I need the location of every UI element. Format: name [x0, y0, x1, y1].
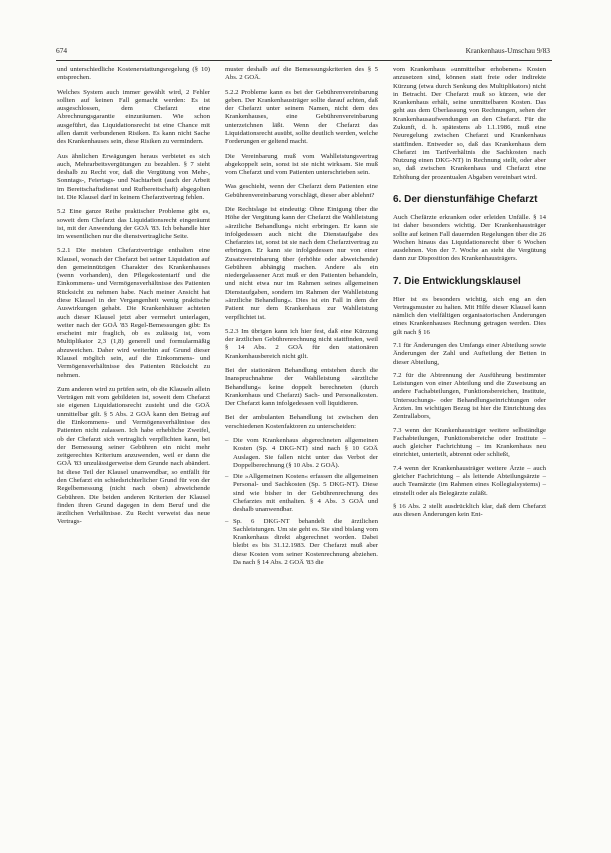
paragraph: Welches System auch immer gewählt wird, 2 Fehler sollten auf keinen Fall gemacht werden: Es ist ausgeschlossen, dem Chefarzt eine Abrechnungsgarantie einzuräumen. Wie schon ausgeführt, das Liquidationsrecht ist eine Chance mit allen damit verbundenen Risiken. Es kann nicht Sache des Krankenhauses sein, diese Risiken zu vermindern.: [57, 88, 210, 146]
list-item: – Die »Allgemeinen Kosten« erfassen die allgemeinen Personal- und Sachkosten (Sp. 5 DKG-NT). Diese sind wie bisher in der Gebührenrechnung des Chefarztes mit enthalten. § 4 Abs. 3 GOÄ und deshalb unanwendbar.: [225, 473, 378, 514]
paragraph: Auch Chefärzte erkranken oder erleiden Unfälle. § 14 ist daher besonders wichtig. Der Krankenhausträger sollte auf keinen Fall dauernden Regelungen über die 26 Wochen hinaus das Liquidationsrecht über 6 Wochen ausdehnen. Von der 7. Woche an steht die Vergütung dann zur Disposition des Krankenhausträgers.: [393, 213, 546, 263]
paragraph: Was geschieht, wenn der Chefarzt dem Patienten eine Gebührenvereinbarung vorschlägt, dieser aber ablehnt?: [225, 183, 378, 199]
paragraph: Zum anderen wird zu prüfen sein, ob die Klauseln allein Verträgen mit vom gebildeten ist, soweit dem Chefarzt sie eigenen Liquidationsrecht zusteht und die GOÄ unmittelbar gilt. § 5 Abs. 2 GOÄ kann den Betrag auf die Einkommens- und Vermögensverhältnisse des Patienten nicht zulassen. Ich habe erhebliche Zweifel, ob der Chefarzt sich vertraglich verpflichten kann, bei der Bemessung seiner Gebühren ein nicht mehr zeitgerechtes Kriterium anzuwenden, weil er dann die GOÄ '83 unzulässigerweise dem Grunde nach abändert. Ist diese Teil der Klausel unanwendbar, so entfällt für den Chefarzt ein schiedsrichterlicher Grund für von der Regelbemessung (nicht nach oben) abweichende Gebühren. Die beiden anderen Kriterien der Klausel finden ihren Grund dagegen in dem Beruf und die ärztlichen Verhältnisse. Zu Recht verweist das neue Vertrags-: [57, 385, 210, 526]
paragraph: 7.4 wenn der Krankenhausträger weitere Ärzte – auch gleicher Fachrichtung – als leitende Abteilungsärzte – auch Teamärzte (im Rahmen eines Kollegialsystems) – einstellt oder als Belegärzte zuläßt.: [393, 464, 546, 497]
page-number: 674: [56, 46, 68, 55]
paragraph: 5.2.2 Probleme kann es bei der Gebührenvereinbarung geben. Der Krankenhausträger sollte darauf achten, daß der Chefarzt unter seinem Namen, nicht dem des Krankenhauses, eine Gebührenvereinbarung unterzeichnen läßt. Wenn der Chefarzt das Liquidationsrecht ausübt, sollte deutlich werden, welche Forderungen er geltend macht.: [225, 88, 378, 146]
paragraph: 5.2.3 Im übrigen kann ich hier fest, daß eine Kürzung der ärztlichen Gebührenrechnung nicht stattfinden, weil § 14 Abs. 2 GOÄ für den stationären Krankenhausbereich nicht gilt.: [225, 327, 378, 360]
column-1: [57, 66, 210, 533]
paragraph: Die Vereinbarung muß vom Wahlleistungsvertrag abgekoppelt sein, sonst ist sie nicht wirksam. Sie muß vom Chefarzt und vom Patienten unterschrieben sein.: [225, 152, 378, 177]
list-item: – Sp. 6 DKG-NT behandelt die ärztlichen Sachleistungen. Um sie geht es. Sie sind bislang vom Krankenhaus direkt abgerechnet worden. Dabei bleibt es bis 31.12.1983. Der Chefarzt muß aber diese Kosten vom seiner Kostenrechnung abziehen. Da nach § 14 Abs. 2 GOÄ '83 die: [225, 518, 378, 568]
journal-title: Krankenhaus-Umschau 9/83: [465, 46, 550, 55]
column-3: [393, 66, 546, 524]
paragraph: Die Rechtslage ist eindeutig: Ohne Einigung über die Höhe der Vergütung kann der Chefarzt die Wahlleistung »ärztliche Behandlung« nicht erbringen. Er kann sie infolgedessen auch nicht die Dienstaufgabe des Chefarztes ist, sonst ist sie nach dem Chefarztvertrag zu erbringen. Er kann sie infolgedessen nur von einer Zusatzvereinbarung über (erhöhte oder abweichende) Gebühren abhängig machen. Andere als ein niedergelassener Arzt muß er den Patienten behandeln, und nicht etwa nur im Rahmen seines allgemeinen Dienstaufgaben, sondern im Rahmen der Wahlleistung »ärztliche Behandlung«. Dies ist ein Fall in dem der Patient nur dem Krankenhaus zur Wahlleistung verpflichtet ist.: [225, 205, 378, 321]
paragraph: 5.2 Eine ganze Reihe praktischer Probleme gibt es, soweit dem Chefarzt das Liquidationsrecht eingeräumt ist, mit der Anwendung der GOÄ '83. Ich behandle hier im wesentlichen nur die dienstvertragliche Seite.: [57, 208, 210, 241]
list-item: – Die vom Krankenhaus abgerechneten allgemeinen Kosten (Sp. 4 DKG-NT) sind nach § 10 GOÄ Auslagen. Sie fallen nicht unter das Verbot der Doppelberechnung (§ 10 Abs. 2 GOÄ).: [225, 437, 378, 470]
paragraph: Aus ähnlichen Erwägungen heraus verbietet es sich auch, Mehrarbeitsvergütungen zu bezahlen. § 7 sieht deshalb zu Recht vor, daß die Vergütung von Mehr-, Sonntags-, Feiertags- und Nachtarbeit (auch der Arbeit im Bereitschaftsdienst und Rufbereitschaft) abgegolten ist. Die Klausel darf in keinem Chefarztvertrag fehlen.: [57, 152, 210, 201]
header-rule: [56, 60, 552, 61]
paragraph: 7.2 für die Abtrennung der Ausführung bestimmter Leistungen von einer Abteilung und die Zuweisung an andere Fachabteilungen, Funktionsbereichen, Institute, Untersuchungs- oder Behandlungseinrichtungen oder Ärzten. Im wichtigen Bezug ist hier die Einrichtung des Zentrallabors,: [393, 371, 546, 421]
paragraph: muster deshalb auf die Bemessungskriterien des § 5 Abs. 2 GOÄ.: [225, 66, 378, 82]
paragraph: Bei der ambulanten Behandlung ist zwischen den verschiedenen Kostenfaktoren zu unterscheiden:: [225, 414, 378, 430]
paragraph: und unterschiedliche Kostenerstattungsregelung (§ 10) entsprechen.: [57, 66, 210, 82]
paragraph: 7.1 für Änderungen des Umfangs einer Abteilung sowie Änderungen der Zahl und Aufteilung der Betten in dieser Abteilung,: [393, 342, 546, 366]
paragraph: Bei der stationären Behandlung entstehen durch die Inanspruchnahme der Wahlleistung »ärztliche Behandlung« keine doppelt berechneten (durch Krankenhaus und Chefarzt) Sach- und Personalkosten. Der Chefarzt kann infolgedessen voll liquidieren.: [225, 367, 378, 408]
cost-factor-list: [225, 437, 378, 567]
paragraph: 7.3 wenn der Krankenhausträger weitere selbständige Fachabteilungen, Funktionsbereiche oder Institute – auch gleicher Fachrichtung – im Krankenhaus neu einrichtet, unterteilt, abtrennt oder schließt,: [393, 426, 546, 459]
paragraph: vom Krankenhaus »unmittelbar erhobenen« Kosten anzusetzen sind, können statt freie oder indirekte Kürzung (etwa durch Senkung des Multiplikators) nicht in Betracht. Der Chefarzt muß so kürzen, wie der Krankenhaus erhält, seine unmittelbaren Kosten. Das geht aus dem Überlassung von Rechnungen, sehen der Krankenhausaufwendungen an den Chefarzt. Für die Zukunft, d. h. spätestens ab 1.1.1986, muß eine Neuregelung zwischen Chefarzt und Krankenhaus stattfinden. Entweder so, daß das Krankenhaus dem Chefarzt im Tarifverhältnis die Sachkosten nach Nutzung einen DKG-NT) in Rechnung stellt, oder aber so, daß zwischen Krankenhaus und Chefarzt eine Erhöhung der prozentualen Abgaben vereinbart wird.: [393, 66, 546, 181]
paragraph: 5.2.1 Die meisten Chefarztverträge enthalten eine Klausel, wonach der Chefarzt bei seiner Liquidation auf den gemeinnützigen Charakter des Krankenhauses (wenn vorhanden), den Pflegekostentarif und die Einkommens- und Vermögensverhältnisse des Patienten Rücksicht zu nehmen habe. Nach meiner Ansicht hat diese Klausel in der Vergangenheit wenig praktische Auswirkungen gehabt. Die Krankenhäuser achteten auch dieser Klausel jetzt aber vermehrt unterlagen, weiter nach der GOÄ '83 Regel-Bemessungen gibt: Es erscheint mir fraglich, ob es zulässig ist, vom Multiplikator 2,3 (1,8) generell und formularmäßig abzuweichen. Daher wird weiterhin auf Grund dieser Klausel möglich sein, auf die Einkommens- und Vermögensverhältnisse des Patienten Rücksicht zu nehmen.: [57, 247, 210, 379]
section-heading: 6. Der dienstunfähige Chefarzt: [393, 193, 538, 205]
paragraph: Hier ist es besonders wichtig, sich eng an den Vertragsmuster zu halten. Mit Hilfe dieser Klausel kann nämlich den vielfältigen organisatorischen Änderungen eines Krankenhauses Rechnung getragen werden. Dies gilt nach § 16: [393, 295, 546, 336]
column-2: [225, 66, 378, 573]
paragraph: § 16 Abs. 2 stellt ausdrücklich klar, daß dem Chefarzt aus diesen Änderungen kein Ent-: [393, 502, 546, 519]
section-heading: 7. Die Entwicklungsklausel: [393, 275, 521, 287]
running-header: [56, 46, 550, 60]
